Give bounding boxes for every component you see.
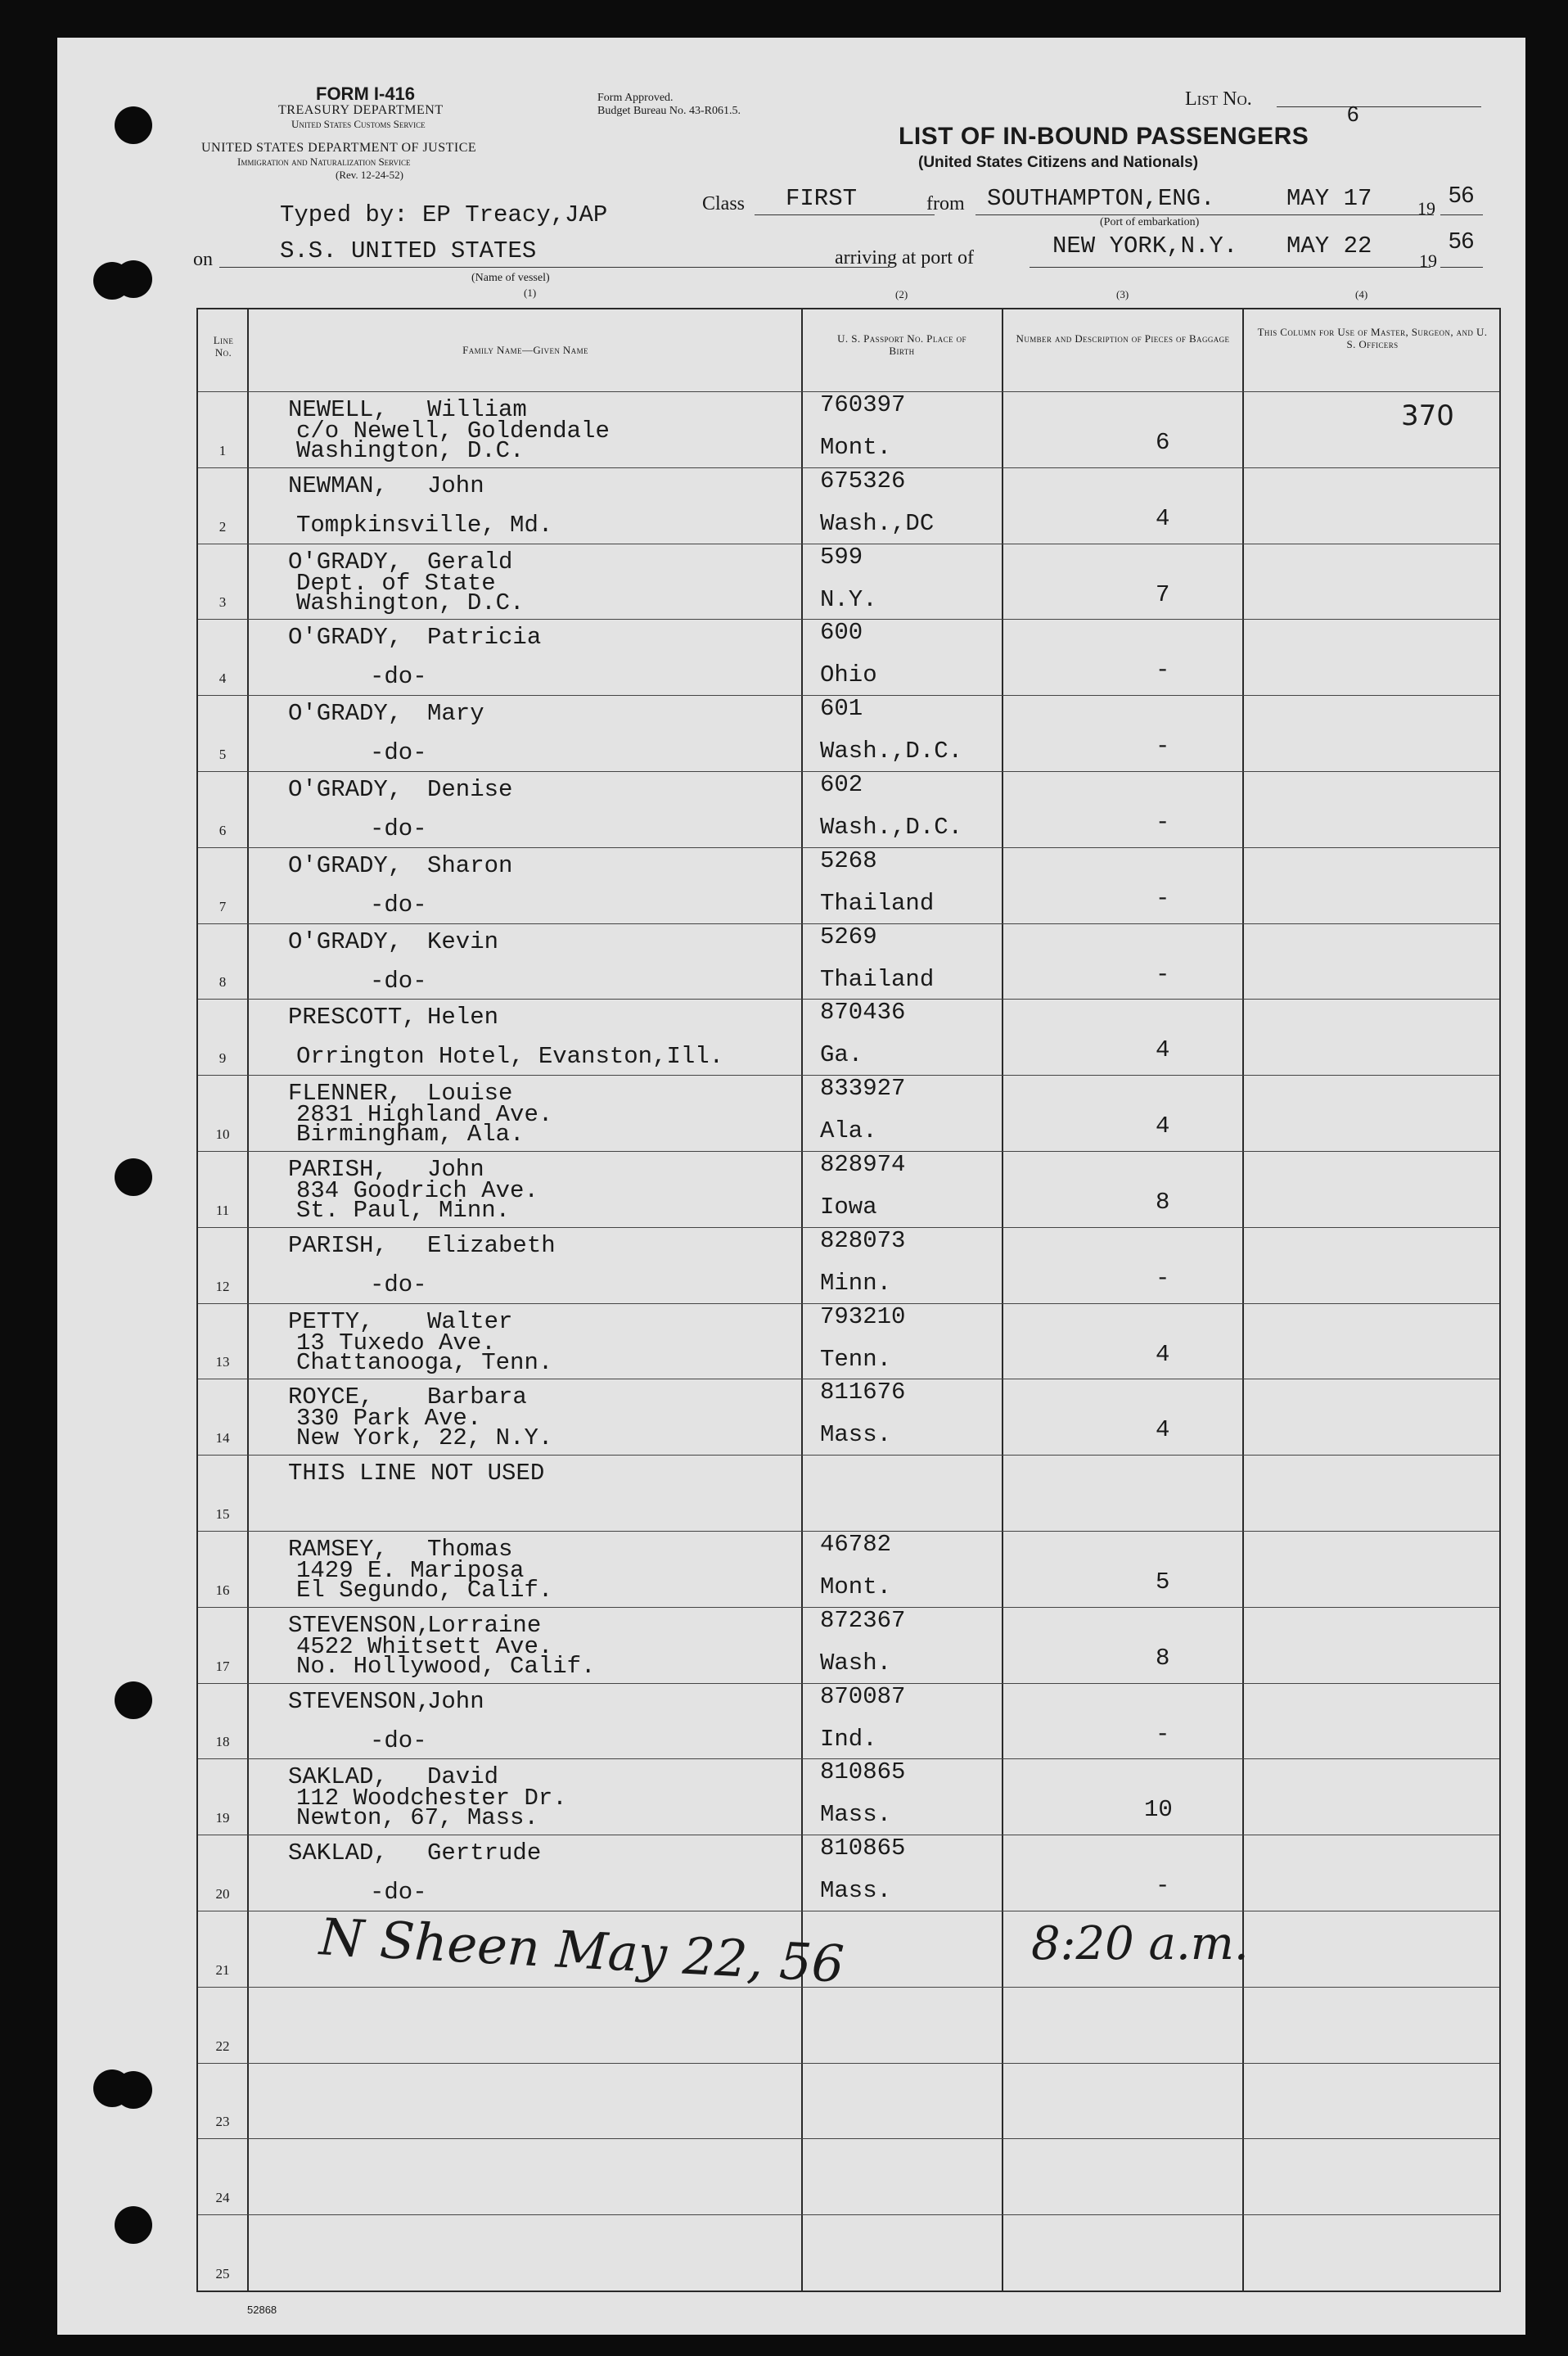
place-of-birth: Mont. [820, 434, 892, 461]
passport-number: 793210 [820, 1302, 906, 1330]
baggage-count: - [1156, 1720, 1170, 1748]
line-number: 6 [219, 822, 227, 838]
binder-hole [115, 2071, 152, 2109]
arrive-year: 56 [1449, 228, 1475, 253]
baggage-count: 4 [1156, 1340, 1170, 1368]
line-number: 13 [215, 1354, 230, 1370]
family-name: THIS LINE NOT USED [288, 1460, 545, 1487]
header-passport: U. S. Passport No. Place of Birth [837, 332, 966, 357]
document-page [57, 38, 1525, 2335]
place-of-birth: Ala. [820, 1117, 877, 1145]
passport-number: 5269 [820, 923, 877, 950]
family-name: PRESCOTT, [288, 1004, 417, 1031]
place-of-birth: Wash.,DC [820, 509, 935, 537]
list-no-label: List No. [1185, 88, 1252, 110]
given-name: John [427, 1687, 484, 1715]
address-line: Washington, D.C. [296, 437, 525, 464]
place-of-birth: Wash.,D.C. [820, 738, 963, 765]
place-of-birth: Mass. [820, 1421, 892, 1449]
place-of-birth: Thailand [820, 965, 935, 993]
line-number: 20 [215, 1886, 230, 1902]
given-name: David [427, 1763, 499, 1791]
col3-label: (3) [1116, 288, 1129, 300]
arrive-port: NEW YORK,N.Y. [1052, 232, 1238, 260]
passport-number: 5268 [820, 846, 877, 874]
line-number: 8 [219, 974, 227, 991]
arrive-year-line [1440, 267, 1483, 268]
family-name: PARISH, [288, 1156, 388, 1183]
line-number: 24 [215, 2190, 230, 2206]
address-line: St. Paul, Minn. [296, 1197, 511, 1224]
line-number: 5 [219, 747, 227, 762]
line-number: 9 [219, 1050, 227, 1067]
address-line: -do- [370, 663, 427, 691]
address-line: -do- [370, 739, 427, 767]
col4-label: (4) [1355, 288, 1368, 300]
arrival-time: 8:20 a.m. [1031, 1917, 1249, 1970]
from-date: MAY 17 [1286, 185, 1372, 212]
passport-number: 870436 [820, 999, 906, 1027]
binder-hole [115, 1681, 152, 1719]
given-name: Mary [427, 700, 484, 728]
binder-hole [115, 2206, 152, 2244]
given-name: Gertrude [427, 1839, 542, 1867]
line-number: 12 [215, 1278, 230, 1294]
class-line [755, 214, 935, 215]
passport-number: 602 [820, 771, 863, 798]
baggage-count: 6 [1156, 429, 1170, 456]
place-of-birth: Mass. [820, 1877, 892, 1905]
line-number: 1 [219, 442, 227, 458]
from-port: SOUTHAMPTON,ENG. [987, 185, 1215, 212]
baggage-count: 8 [1156, 1189, 1170, 1216]
line-number: 25 [215, 2266, 230, 2282]
given-name: Gerald [427, 548, 513, 575]
baggage-count: - [1156, 733, 1170, 761]
col-divider [1002, 309, 1003, 2291]
address-line: Orrington Hotel, Evanston,Ill. [296, 1043, 724, 1071]
line-number: 21 [215, 1961, 230, 1978]
header-line-no: Line No. [213, 334, 234, 359]
family-name: PETTY, [288, 1307, 374, 1335]
baggage-count: 7 [1156, 580, 1170, 608]
row-divider [198, 2214, 1499, 2215]
address-line: Birmingham, Ala. [296, 1121, 525, 1149]
passenger-table [196, 308, 1501, 2292]
baggage-count: - [1156, 1872, 1170, 1900]
from-year-line [1440, 214, 1483, 215]
line-number: 11 [215, 1202, 230, 1218]
given-name: Denise [427, 776, 513, 803]
address-line: -do- [370, 815, 427, 842]
address-line: Dept. of State [296, 569, 496, 597]
place-of-birth: Ohio [820, 661, 877, 689]
form-approved: Form Approved. [597, 92, 674, 104]
given-name: Lorraine [427, 1611, 542, 1639]
place-of-birth: N.Y. [820, 585, 877, 613]
family-name: O'GRADY, [288, 851, 403, 879]
passport-number: 833927 [820, 1075, 906, 1103]
address-line: -do- [370, 1879, 427, 1907]
family-name: SAKLAD, [288, 1763, 388, 1791]
family-name: O'GRADY, [288, 548, 403, 575]
family-name: O'GRADY, [288, 776, 403, 803]
col-divider [247, 309, 249, 2291]
given-name: Elizabeth [427, 1231, 556, 1259]
line-number: 14 [215, 1430, 230, 1447]
row-divider [198, 1455, 1499, 1456]
port-embark-label: (Port of embarkation) [1100, 216, 1200, 228]
line-number: 18 [215, 1734, 230, 1750]
line-number: 7 [219, 898, 227, 914]
address-line: 4522 Whitsett Ave. [296, 1632, 553, 1660]
page-title: LIST OF IN-BOUND PASSENGERS [899, 123, 1309, 150]
passport-number: 600 [820, 619, 863, 647]
passport-number: 810865 [820, 1835, 906, 1862]
justice-dept: UNITED STATES DEPARTMENT OF JUSTICE [201, 141, 477, 155]
vessel-label: (Name of vessel) [471, 272, 550, 284]
family-name: RAMSEY, [288, 1536, 388, 1563]
place-of-birth: Ga. [820, 1041, 863, 1069]
family-name: NEWELL, [288, 396, 388, 423]
from-year: 56 [1449, 182, 1475, 207]
passport-number: 872367 [820, 1606, 906, 1634]
address-line: El Segundo, Calif. [296, 1577, 553, 1604]
address-line: -do- [370, 1271, 427, 1298]
binder-hole [115, 1158, 152, 1196]
address-line: 112 Woodchester Dr. [296, 1785, 567, 1812]
line-number: 4 [219, 670, 227, 687]
row-divider [198, 2138, 1499, 2139]
arrive-year-prefix: 19 [1419, 250, 1437, 271]
binder-hole [115, 260, 152, 298]
family-name: PARISH, [288, 1231, 388, 1259]
given-name: Sharon [427, 851, 513, 879]
baggage-count: - [1156, 1264, 1170, 1292]
place-of-birth: Wash. [820, 1649, 892, 1677]
line-number: 23 [215, 2114, 230, 2130]
family-name: SAKLAD, [288, 1839, 388, 1867]
baggage-count: 4 [1156, 1416, 1170, 1444]
list-no-value: 6 [1347, 102, 1359, 126]
line-number: 15 [215, 1506, 230, 1522]
given-name: William [427, 396, 527, 423]
address-line: No. Hollywood, Calif. [296, 1652, 596, 1680]
family-name: ROYCE, [288, 1383, 374, 1411]
address-line: Tompkinsville, Md. [296, 511, 553, 539]
class-label: Class [702, 193, 746, 214]
address-line: -do- [370, 1726, 427, 1754]
place-of-birth: Minn. [820, 1269, 892, 1297]
line-number: 3 [219, 594, 227, 611]
header-officers: This Column for Use of Master, Surgeon, and U. S. Officers [1257, 326, 1488, 350]
baggage-count: - [1156, 657, 1170, 684]
address-line: 330 Park Ave. [296, 1405, 482, 1433]
typed-by: Typed by: EP Treacy,JAP [280, 201, 608, 228]
budget-bureau: Budget Bureau No. 43-R061.5. [597, 105, 741, 117]
address-line: 834 Goodrich Ave. [296, 1177, 538, 1204]
passport-number: 760397 [820, 391, 906, 418]
place-of-birth: Tenn. [820, 1345, 892, 1373]
baggage-count: 4 [1156, 504, 1170, 532]
family-name: FLENNER, [288, 1080, 403, 1108]
given-name: Kevin [427, 928, 499, 955]
given-name: John [427, 1156, 484, 1183]
baggage-count: 8 [1156, 1644, 1170, 1672]
given-name: Thomas [427, 1536, 513, 1563]
given-name: Patricia [427, 624, 542, 652]
row-divider [198, 2063, 1499, 2064]
line-number: 19 [215, 1810, 230, 1826]
passport-number: 599 [820, 543, 863, 571]
signature: N Sheen May 22, 56 [318, 1907, 846, 1994]
header-name: Family Name—Given Name [462, 344, 588, 356]
baggage-count: 10 [1144, 1796, 1173, 1824]
arrive-line [1030, 267, 1431, 268]
header-baggage: Number and Description of Pieces of Baggage [1016, 332, 1230, 345]
arriving-label: arriving at port of [835, 247, 974, 269]
form-number: FORM I-416 [316, 83, 416, 104]
passport-number: 601 [820, 695, 863, 723]
given-name: Helen [427, 1004, 499, 1031]
on-label: on [193, 249, 213, 270]
baggage-count: - [1156, 960, 1170, 988]
baggage-count: 4 [1156, 1036, 1170, 1064]
line-number: 2 [219, 518, 227, 535]
given-name: Louise [427, 1080, 513, 1108]
family-name: O'GRADY, [288, 624, 403, 652]
binder-hole [115, 106, 152, 144]
baggage-count: 4 [1156, 1113, 1170, 1140]
treasury-dept: TREASURY DEPARTMENT [278, 103, 444, 117]
address-line: 2831 Highland Ave. [296, 1101, 553, 1129]
place-of-birth: Iowa [820, 1194, 877, 1221]
ins-service: Immigration and Naturalization Service [237, 156, 411, 168]
address-line: Washington, D.C. [296, 589, 525, 616]
address-line: 1429 E. Mariposa [296, 1557, 525, 1584]
family-name: STEVENSON, [288, 1611, 431, 1639]
given-name: Walter [427, 1307, 513, 1335]
class-value: FIRST [786, 185, 858, 212]
vessel-name: S.S. UNITED STATES [280, 237, 537, 264]
passport-number: 46782 [820, 1531, 892, 1558]
passport-number: 675326 [820, 467, 906, 494]
baggage-count: 5 [1156, 1568, 1170, 1595]
place-of-birth: Mont. [820, 1573, 892, 1600]
address-line: Chattanooga, Tenn. [296, 1348, 553, 1376]
address-line: -do- [370, 891, 427, 918]
revision: (Rev. 12-24-52) [336, 169, 403, 181]
line-number: 10 [215, 1126, 230, 1142]
col-divider [801, 309, 803, 2291]
line-number: 16 [215, 1582, 230, 1598]
list-no-line [1277, 106, 1481, 107]
form-code: 52868 [247, 2304, 277, 2316]
col2-label: (2) [895, 288, 908, 300]
address-line: c/o Newell, Goldendale [296, 417, 610, 445]
family-name: STEVENSON, [288, 1687, 431, 1715]
vessel-line [219, 267, 889, 268]
col-divider [1242, 309, 1244, 2291]
place-of-birth: Wash.,D.C. [820, 814, 963, 841]
passport-number: 811676 [820, 1379, 906, 1406]
given-name: John [427, 472, 484, 499]
address-line: -do- [370, 967, 427, 995]
from-line [975, 214, 1434, 215]
address-line: Newton, 67, Mass. [296, 1804, 538, 1832]
place-of-birth: Ind. [820, 1725, 877, 1753]
address-line: 13 Tuxedo Ave. [296, 1329, 496, 1356]
from-label: from [926, 193, 965, 214]
passport-number: 870087 [820, 1682, 906, 1710]
customs-service: United States Customs Service [291, 118, 426, 130]
family-name: O'GRADY, [288, 700, 403, 728]
passport-number: 828073 [820, 1226, 906, 1254]
arrive-date: MAY 22 [1286, 232, 1372, 260]
line-number: 22 [215, 2038, 230, 2054]
row-divider [198, 1987, 1499, 1988]
place-of-birth: Mass. [820, 1801, 892, 1829]
page-subtitle: (United States Citizens and Nationals) [918, 154, 1199, 171]
family-name: NEWMAN, [288, 472, 388, 499]
col1-label: (1) [524, 287, 537, 299]
passport-number: 810865 [820, 1758, 906, 1786]
officer-note: 370 [1401, 399, 1454, 432]
address-line: New York, 22, N.Y. [296, 1424, 553, 1452]
baggage-count: - [1156, 884, 1170, 912]
given-name: Barbara [427, 1383, 527, 1411]
baggage-count: - [1156, 809, 1170, 836]
place-of-birth: Thailand [820, 889, 935, 917]
line-number: 17 [215, 1658, 230, 1674]
from-year-prefix: 19 [1417, 198, 1435, 219]
family-name: O'GRADY, [288, 928, 403, 955]
passport-number: 828974 [820, 1151, 906, 1178]
